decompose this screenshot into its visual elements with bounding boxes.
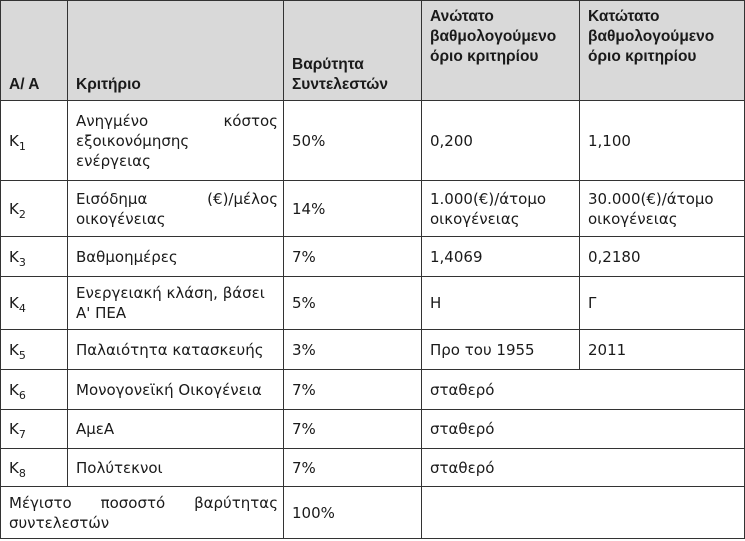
criterion-id: $K_1$ [9,131,26,153]
header-weight [284,1,422,101]
row-id [1,181,68,237]
criterion-cell [68,181,284,237]
table-row [1,277,745,330]
max-line2: οικογένειας [430,209,520,228]
table-row [1,237,745,277]
max-cell: 1,4069 [422,237,580,277]
weight-cell: 7% [284,370,422,410]
min-line2: οικογένειας [588,209,678,228]
header-row [1,1,745,101]
header-weight-line1: Βαρύτητα [292,56,364,73]
max-cell: Η [422,277,580,330]
table-row [1,449,745,487]
criterion-cell [68,277,284,330]
criterion-id: $K_3$ [9,247,26,269]
min-cell: 2011 [580,330,745,370]
criterion-text-line1: Ανηγμένο κόστος [76,111,278,130]
table-row [1,370,745,410]
header-min-line3: όριο κριτηρίου [588,48,697,65]
criterion-cell: Μονογονεϊκή Οικογένεια [68,370,284,410]
criterion-cell: ΑμεΑ [68,410,284,449]
row-id [1,330,68,370]
criterion-text-line2: Α' ΠΕΑ [76,304,127,322]
total-label-line1: Μέγιστο ποσοστό βαρύτητας [9,493,278,512]
max-cell [422,181,580,237]
max-cell: 0,200 [422,101,580,181]
header-max-line1: Ανώτατο [430,8,494,25]
criterion-id: $K_4$ [9,294,26,315]
header-min-line1: Κατώτατο [588,8,660,25]
header-aa: Α/ Α [1,1,68,101]
max-line1: 1.000(€)/άτομο [430,189,547,208]
header-weight-line2: Συντελεστών [292,76,388,93]
range-cell: σταθερό [422,410,745,449]
criterion-text-line3: ενέργειας [76,151,151,170]
min-cell: 1,100 [580,101,745,181]
criterion-cell: Βαθμοημέρες [68,237,284,277]
weight-cell: 50% [284,101,422,181]
total-weight-cell: 100% [284,487,422,539]
weight-cell: 14% [284,181,422,237]
weight-cell: 5% [284,277,422,330]
weight-cell: 3% [284,330,422,370]
criterion-cell [68,101,284,181]
weight-cell: 7% [284,410,422,449]
weight-cell: 7% [284,237,422,277]
min-cell [580,181,745,237]
row-id [1,370,68,410]
table-row [1,181,745,237]
criterion-id: $K_2$ [9,199,26,221]
header-max-line2: βαθμολογούμενο [430,28,557,45]
range-cell: σταθερό [422,449,745,487]
criterion-cell: Πολύτεκνοι [68,449,284,487]
total-label-cell [1,487,284,539]
table-row [1,101,745,181]
criterion-id: $K_7$ [9,420,26,441]
header-min-line2: βαθμολογούμενο [588,28,715,45]
table-row [1,410,745,449]
total-label-line2: συντελεστών [9,513,110,532]
min-cell: 0,2180 [580,237,745,277]
row-id [1,101,68,181]
row-id [1,237,68,277]
min-cell: Γ [580,277,745,330]
row-id [1,410,68,449]
range-cell: σταθερό [422,370,745,410]
total-empty-cell [422,487,745,539]
row-id [1,277,68,330]
criterion-id: $K_6$ [9,380,26,402]
header-max [422,1,580,101]
header-min [580,1,745,101]
criterion-cell: Παλαιότητα κατασκευής [68,330,284,370]
criterion-id: $K_8$ [9,458,26,480]
weight-cell: 7% [284,449,422,487]
max-cell: Προ του 1955 [422,330,580,370]
criterion-text-line2: εξοικονόμησης [76,131,190,150]
criterion-text-line1: Εισόδημα (€)/μέλος [76,189,278,208]
header-max-line3: όριο κριτηρίου [430,48,539,65]
row-id [1,449,68,487]
criterion-id: $K_5$ [9,340,26,362]
table-row [1,330,745,370]
total-row [1,487,745,539]
min-line1: 30.000(€)/άτομο [588,189,714,208]
criterion-text-line1: Ενεργειακή κλάση, βάσει [76,284,265,302]
criterion-text-line2: οικογένειας [76,209,166,228]
header-criterion: Κριτήριο [68,1,284,101]
